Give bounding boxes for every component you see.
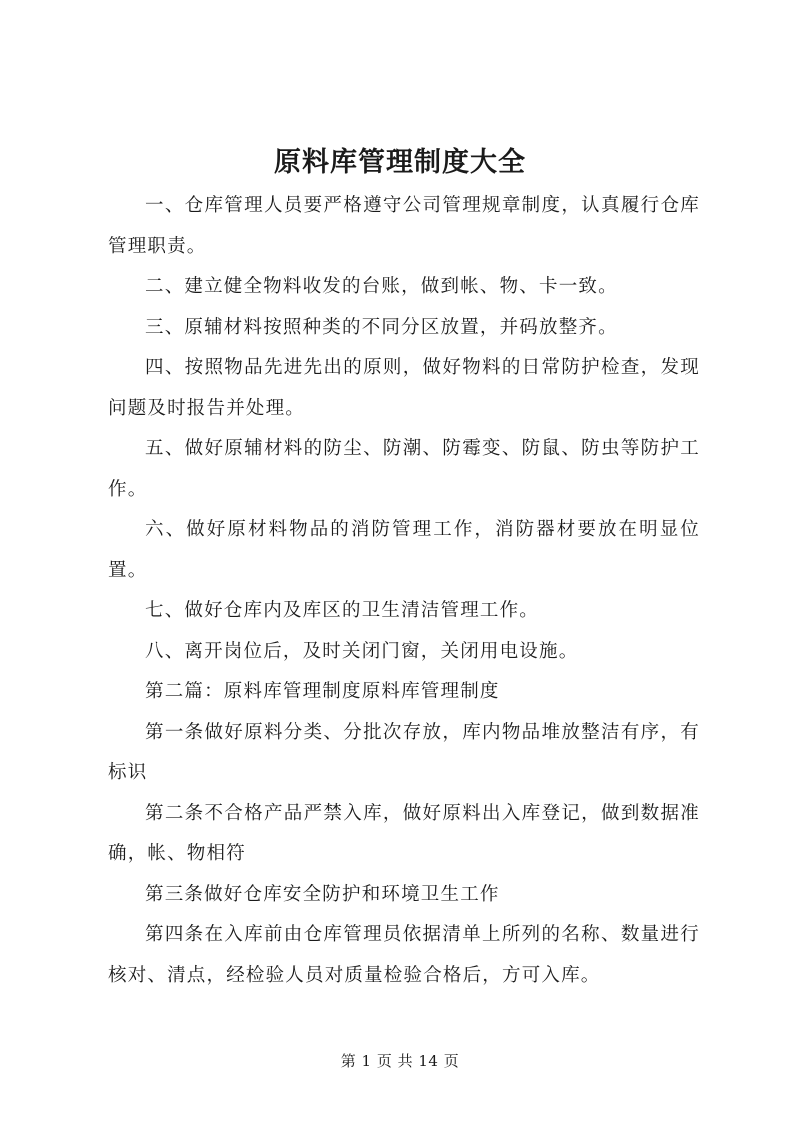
- paragraph: 五、做好原辅材料的防尘、防潮、防霉变、防鼠、防虫等防护工作。: [108, 438, 700, 500]
- paragraph: 四、按照物品先进先出的原则，做好物料的日常防护检查，发现问题及时报告并处理。: [108, 357, 700, 419]
- paragraph: 八、离开岗位后，及时关闭门窗，关闭用电设施。: [145, 640, 579, 662]
- paragraph: 第四条在入库前由仓库管理员依据清单上所列的名称、数量进行核对、清点，经检验人员对质量检验合格后，方可入库。: [108, 924, 700, 986]
- paragraph: 二、建立健全物料收发的台账，做到帐、物、卡一致。: [145, 276, 618, 297]
- paragraph: 六、做好原材料物品的消防管理工作，消防器材要放在明显位置。: [108, 519, 700, 581]
- paragraph: 第三条做好仓库安全防护和环境卫生工作: [145, 883, 500, 905]
- document-title: 原料库管理制度大全: [274, 147, 526, 178]
- paragraph: 第二条不合格产品严禁入库，做好原料出入库登记，做到数据准确，帐、物相符: [108, 802, 700, 864]
- page-footer: 第 1 页 共 14 页: [340, 1052, 460, 1070]
- paragraph: 第一条做好原料分类、分批次存放，库内物品堆放整洁有序，有标识: [108, 721, 700, 783]
- section-heading: 第二篇：原料库管理制度原料库管理制度: [145, 681, 500, 702]
- paragraph: 三、原辅材料按照种类的不同分区放置，并码放整齐。: [145, 316, 618, 338]
- document-body: [108, 186, 700, 996]
- paragraph: 七、做好仓库内及库区的卫生清洁管理工作。: [145, 600, 540, 621]
- paragraph: 一、仓库管理人员要严格遵守公司管理规章制度，认真履行仓库管理职责。: [108, 195, 700, 257]
